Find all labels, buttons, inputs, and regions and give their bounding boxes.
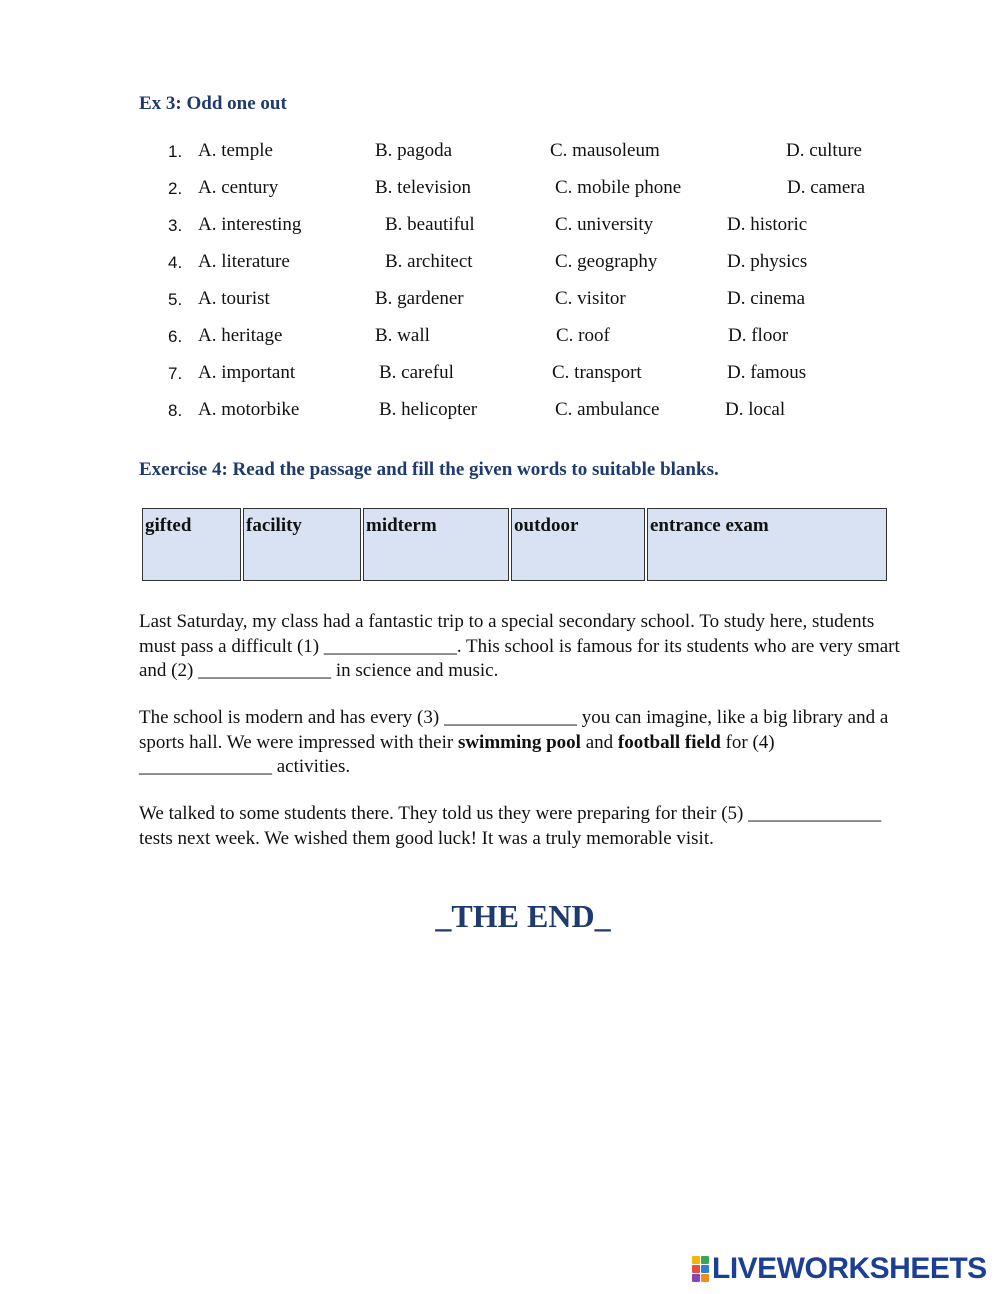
option-a: A. tourist <box>198 288 270 309</box>
word-bank-cell: gifted <box>142 508 241 581</box>
option-c: C. transport <box>552 362 642 383</box>
option-a: A. temple <box>198 140 273 161</box>
option-a: A. century <box>198 177 279 198</box>
question-number: 3. <box>168 216 183 235</box>
option-d: D. historic <box>727 214 808 235</box>
option-b: B. careful <box>379 362 454 383</box>
option-c: C. mausoleum <box>550 140 660 161</box>
question-row <box>0 362 1000 388</box>
liveworksheets-logo <box>692 1254 987 1284</box>
question-row <box>0 177 1000 203</box>
option-a: A. motorbike <box>198 399 300 420</box>
option-b: B. pagoda <box>375 140 453 161</box>
option-b: B. television <box>375 177 472 198</box>
the-end-title: _THE END_ <box>435 898 611 934</box>
option-b: B. architect <box>385 251 473 272</box>
option-d: D. camera <box>787 177 866 198</box>
option-a: A. literature <box>198 251 290 272</box>
question-row <box>0 251 1000 277</box>
question-row <box>0 325 1000 351</box>
word-bank-cell: outdoor <box>511 508 645 581</box>
option-c: C. geography <box>555 251 658 272</box>
passage-paragraph-3: We talked to some students there. They told us they were preparing for their (5) ______________ tests next week. We wished them good luck! It was a truly memorable visit. <box>139 803 882 849</box>
logo-text: LIVEWORKSHEETS <box>712 1252 987 1285</box>
option-b: B. beautiful <box>385 214 475 235</box>
option-d: D. famous <box>727 362 807 383</box>
option-b: B. wall <box>375 325 430 346</box>
question-number: 8. <box>168 401 183 420</box>
question-number: 7. <box>168 364 183 383</box>
option-a: A. heritage <box>198 325 283 346</box>
option-c: C. ambulance <box>555 399 660 420</box>
option-d: D. culture <box>786 140 862 161</box>
exercise-4-heading: Exercise 4: Read the passage and fill the given words to suitable blanks. <box>139 459 719 480</box>
question-number: 4. <box>168 253 183 272</box>
option-d: D. floor <box>728 325 789 346</box>
option-b: B. gardener <box>375 288 464 309</box>
word-bank-cell: entrance exam <box>647 508 887 581</box>
option-d: D. physics <box>727 251 808 272</box>
paragraph-text: and <box>580 731 618 753</box>
option-d: D. local <box>725 399 786 420</box>
passage-paragraph-1: Last Saturday, my class had a fantastic trip to a special secondary school. To study here, students must pass a difficult (1) ______________. This school is famous for its students who are very smart and (2) ______________ in science and music. <box>139 611 900 681</box>
passage-paragraph-2 <box>139 706 909 780</box>
word-bank-cell: facility <box>243 508 361 581</box>
option-d: D. cinema <box>727 288 806 309</box>
paragraph-text: for (4) ______________ activities. <box>139 731 775 777</box>
question-number: 6. <box>168 327 183 346</box>
question-number: 1. <box>168 142 183 161</box>
logo-blocks-icon <box>692 1256 710 1282</box>
option-a: A. important <box>198 362 296 383</box>
bold-term: football field <box>617 731 721 753</box>
bold-term: swimming pool <box>457 731 581 753</box>
exercise-3-heading: Ex 3: Odd one out <box>139 93 287 114</box>
word-bank-cell: midterm <box>363 508 509 581</box>
paragraph-text: The school is modern and has every (3) ______________ you can imagine, like a big library and a sports hall. We were impressed with their <box>139 707 889 753</box>
question-row <box>0 214 1000 240</box>
question-row <box>0 288 1000 314</box>
option-c: C. roof <box>556 325 610 346</box>
question-row <box>0 399 1000 425</box>
option-c: C. mobile phone <box>555 177 682 198</box>
option-c: C. visitor <box>555 288 626 309</box>
question-number: 2. <box>168 179 183 198</box>
question-number: 5. <box>168 290 183 309</box>
option-b: B. helicopter <box>379 399 478 420</box>
option-a: A. interesting <box>198 214 302 235</box>
question-row <box>0 140 1000 166</box>
option-c: C. university <box>555 214 654 235</box>
